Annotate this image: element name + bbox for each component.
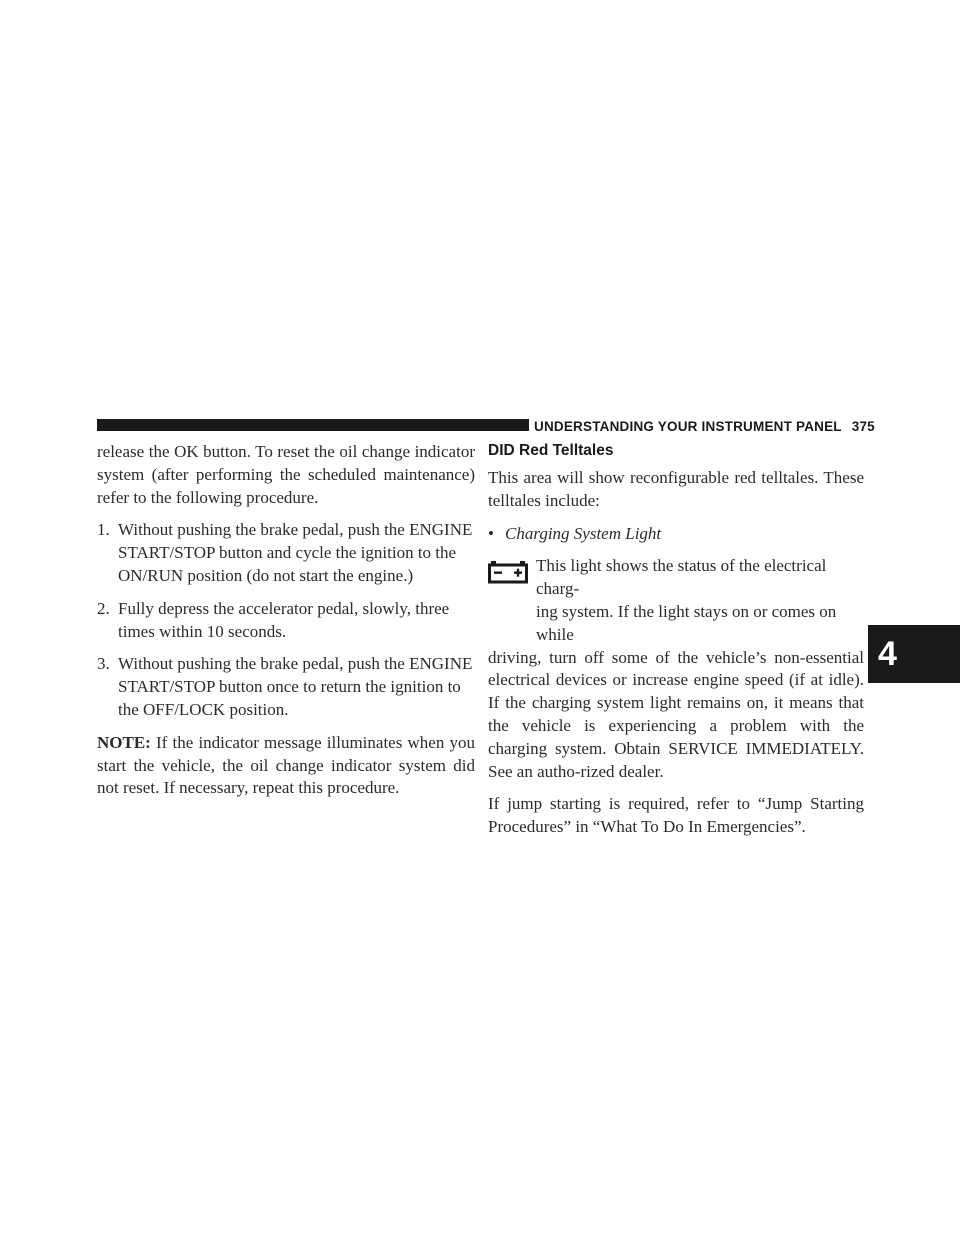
note-paragraph <box>97 732 475 800</box>
note-text: If the indicator message illuminates when you start the vehicle, the oil change indicator system did not reset. If necessary, repeat this procedure. <box>97 732 475 798</box>
chapter-number: 4 <box>878 634 897 673</box>
telltale-description <box>488 555 864 783</box>
step-number: 1. <box>97 520 110 540</box>
list-item <box>97 519 475 587</box>
step-text: Without pushing the brake pedal, push the ENGINE START/STOP button and cycle the ignition to the ON/RUN position (do not start the engine.) <box>118 520 473 585</box>
section-heading: DID Red Telltales <box>488 442 614 459</box>
page-number: 375 <box>851 418 875 434</box>
section-title: UNDERSTANDING YOUR INSTRUMENT PANEL <box>534 418 842 434</box>
bullet-icon: • <box>488 523 494 543</box>
battery-icon <box>488 558 528 584</box>
running-header <box>534 418 875 434</box>
list-item <box>97 598 475 644</box>
step-text: Without pushing the brake pedal, push the ENGINE START/STOP button once to return the ignition to the OFF/LOCK position. <box>118 654 473 719</box>
jump-start-paragraph: If jump starting is required, refer to “Jump Starting Procedures” in “What To Do In Emergencies”. <box>488 794 864 837</box>
telltale-line-2: ing system. If the light stays on or comes on while <box>536 601 837 644</box>
step-number: 3. <box>97 654 110 674</box>
left-column <box>97 441 475 800</box>
reset-steps-list <box>97 519 475 721</box>
right-column <box>488 441 864 839</box>
list-item <box>97 653 475 721</box>
list-item <box>488 523 864 546</box>
bullet-text: Charging System Light <box>505 523 662 543</box>
step-text: Fully depress the accelerator pedal, slowly, three times within 10 seconds. <box>118 598 450 641</box>
header-rule <box>97 419 529 431</box>
step-number: 2. <box>97 598 110 618</box>
note-label: NOTE: <box>97 732 151 752</box>
chapter-tab <box>868 625 960 683</box>
intro-paragraph: release the OK button. To reset the oil change indicator system (after performing the scheduled maintenance) refer to the following procedure. <box>97 442 475 507</box>
telltale-rest: driving, turn off some of the vehicle’s non-essential electrical devices or increase engine speed (if at idle). If the charging system light remains on, it means that the vehicle is experiencing a problem with the charging system. Obtain SERVICE IMMEDIATELY. See an autho-rized dealer. <box>488 647 864 781</box>
telltales-intro: This area will show reconfigurable red telltales. These telltales include: <box>488 468 864 510</box>
telltale-line-1: This light shows the status of the electrical charg- <box>536 556 827 599</box>
